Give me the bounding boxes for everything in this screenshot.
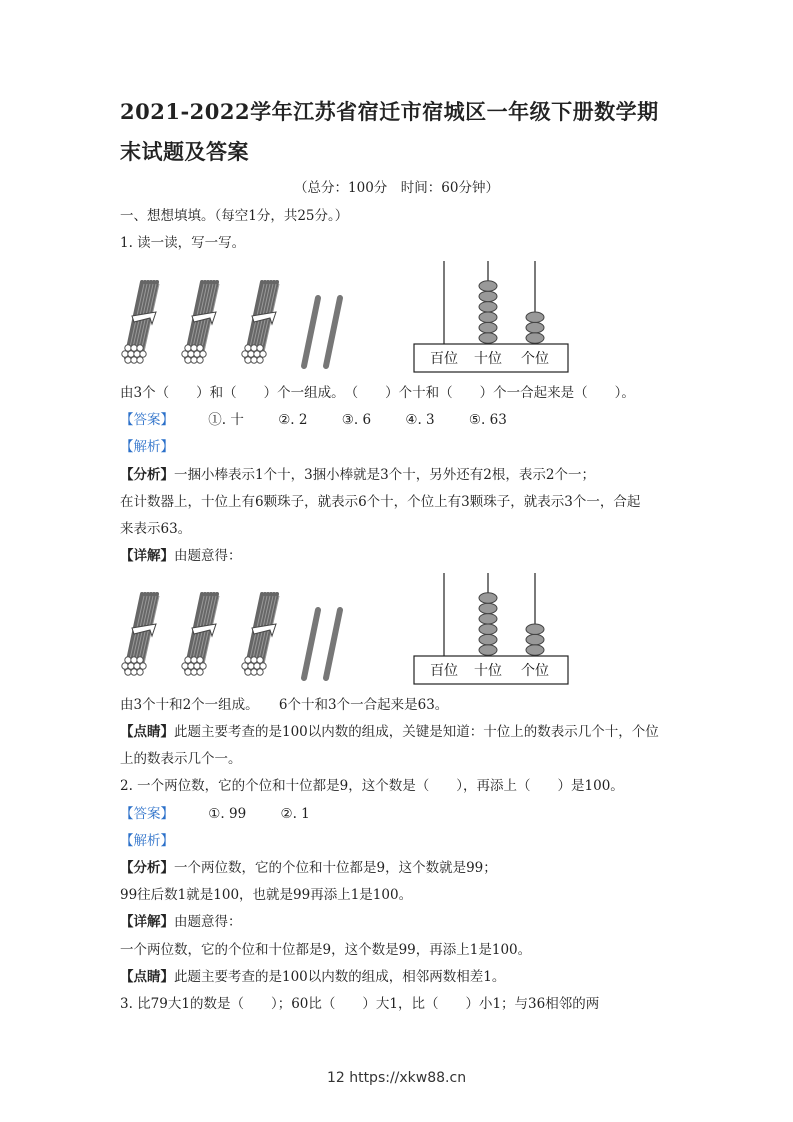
sticks-abacus-figure-2 — [118, 570, 578, 690]
xiangjie-tag: 【详解】 — [120, 914, 174, 930]
q2-dianjing — [120, 967, 505, 987]
answer-1: ①. 十 — [208, 412, 244, 428]
page-title: 2021-2022学年江苏省宿迁市宿城区一年级下册数学期末试题及答案 — [120, 99, 659, 164]
abacus-bead — [479, 291, 497, 301]
abacus-bead — [479, 302, 497, 312]
fenxi-text: 一个两位数，它的个位和十位都是9，这个数就是99； — [174, 860, 497, 876]
single-stick-icon — [326, 298, 340, 366]
abacus-bead — [479, 634, 497, 644]
abacus-bead — [526, 634, 544, 644]
abacus-bead — [479, 645, 497, 655]
q1-xiangjie — [120, 546, 242, 566]
abacus-bead — [526, 333, 544, 343]
q1-stem: 1. 读一读，写一写。 — [120, 235, 246, 251]
single-stick-icon — [304, 298, 318, 366]
answer-3: ③. 6 — [341, 412, 372, 428]
abacus-bead — [479, 593, 497, 603]
answer-2: ②. 2 — [278, 412, 308, 428]
q1-fenxi-3: 来表示63。 — [120, 521, 192, 537]
abacus-bead — [479, 322, 497, 332]
abacus-place-label: 个位 — [521, 663, 549, 679]
page-footer: 12 https://xkw88.cn — [326, 1070, 467, 1086]
fenxi-tag: 【分析】 — [120, 467, 174, 483]
abacus-place-label: 个位 — [521, 351, 549, 367]
abacus-place-label: 百位 — [430, 351, 458, 367]
abacus-bead — [526, 312, 544, 322]
q1-question: 由3个（ ）和（ ）个一组成。 （ ）个十和（ ）个一合起来是（ ）。 — [120, 385, 635, 401]
stick-bundle-icon — [122, 594, 159, 675]
abacus-place-label: 十位 — [474, 351, 502, 367]
abacus-bead — [526, 624, 544, 634]
q2-answer — [120, 804, 310, 824]
answer-1: ①. 99 — [208, 806, 247, 822]
abacus-bead — [479, 603, 497, 613]
q1-fenxi-2: 在计数器上，十位上有6颗珠子，就表示6个十，个位上有3颗珠子，就表示3个一，合起 — [120, 494, 641, 510]
q1-dianjing-1 — [120, 722, 659, 742]
analysis-tag: 【解析】 — [120, 439, 174, 455]
abacus-bead — [479, 333, 497, 343]
q2-fenxi-1 — [120, 858, 497, 878]
q1-fenxi-1 — [120, 465, 595, 485]
abacus-place-label: 百位 — [430, 663, 458, 679]
abacus-bead — [526, 645, 544, 655]
q1-answer — [120, 410, 507, 430]
dianjing-tag: 【点睛】 — [120, 969, 174, 985]
dianjing-text: 此题主要考查的是100以内数的组成，相邻两数相差1。 — [174, 969, 506, 985]
single-stick-icon — [304, 610, 318, 678]
stick-bundle-icon — [122, 282, 159, 363]
q3-stem: 3. 比79大1的数是（ ）；60比（ ）大1，比（ ）小1；与36相邻的两 — [120, 996, 600, 1012]
answer-2: ②. 1 — [280, 806, 310, 822]
subtitle: （总分：100分 时间：60分钟） — [294, 180, 499, 196]
stick-bundle-icon — [182, 594, 219, 675]
stick-bundle-icon — [242, 594, 279, 675]
answer-5: ⑤. 63 — [468, 412, 507, 428]
stick-bundle-icon — [182, 282, 219, 363]
answer-tag: 【答案】 — [120, 412, 174, 428]
dianjing-text: 此题主要考查的是100以内数的组成，关键是知道：十位上的数表示几个十，个位 — [174, 724, 659, 740]
single-stick-icon — [326, 610, 340, 678]
fenxi-tag: 【分析】 — [120, 860, 174, 876]
q1-dianjing-2: 上的数表示几个一。 — [120, 751, 242, 767]
q2-xiangjie — [120, 912, 242, 932]
xiangjie-text: 由题意得： — [174, 914, 242, 930]
q2-stem: 2. 一个两位数，它的个位和十位都是9，这个数是（ ），再添上（ ）是100。 — [120, 778, 624, 794]
stick-bundle-icon — [242, 282, 279, 363]
answer-tag: 【答案】 — [120, 806, 174, 822]
dianjing-tag: 【点睛】 — [120, 724, 174, 740]
abacus-bead — [479, 312, 497, 322]
abacus-place-label: 十位 — [474, 663, 502, 679]
abacus-bead — [479, 614, 497, 624]
fenxi-text: 一捆小棒表示1个十，3捆小棒就是3个十，另外还有2根，表示2个一； — [174, 467, 595, 483]
abacus-bead — [526, 322, 544, 332]
answer-4: ④. 3 — [405, 412, 435, 428]
abacus-bead — [479, 281, 497, 291]
q2-fenxi-2: 99往后数1就是100，也就是99再添上1是100。 — [120, 887, 413, 903]
abacus-bead — [479, 624, 497, 634]
sticks-abacus-figure-1 — [118, 258, 578, 378]
section-heading: 一、想想填填。（每空1分，共25分。） — [120, 208, 349, 224]
q2-result: 一个两位数，它的个位和十位都是9，这个数是99，再添上1是100。 — [120, 942, 532, 958]
analysis-tag: 【解析】 — [120, 833, 174, 849]
q1-result: 由3个十和2个一组成。 6个十和3个一合起来是63。 — [120, 697, 449, 713]
xiangjie-tag: 【详解】 — [120, 548, 174, 564]
xiangjie-text: 由题意得： — [174, 548, 242, 564]
